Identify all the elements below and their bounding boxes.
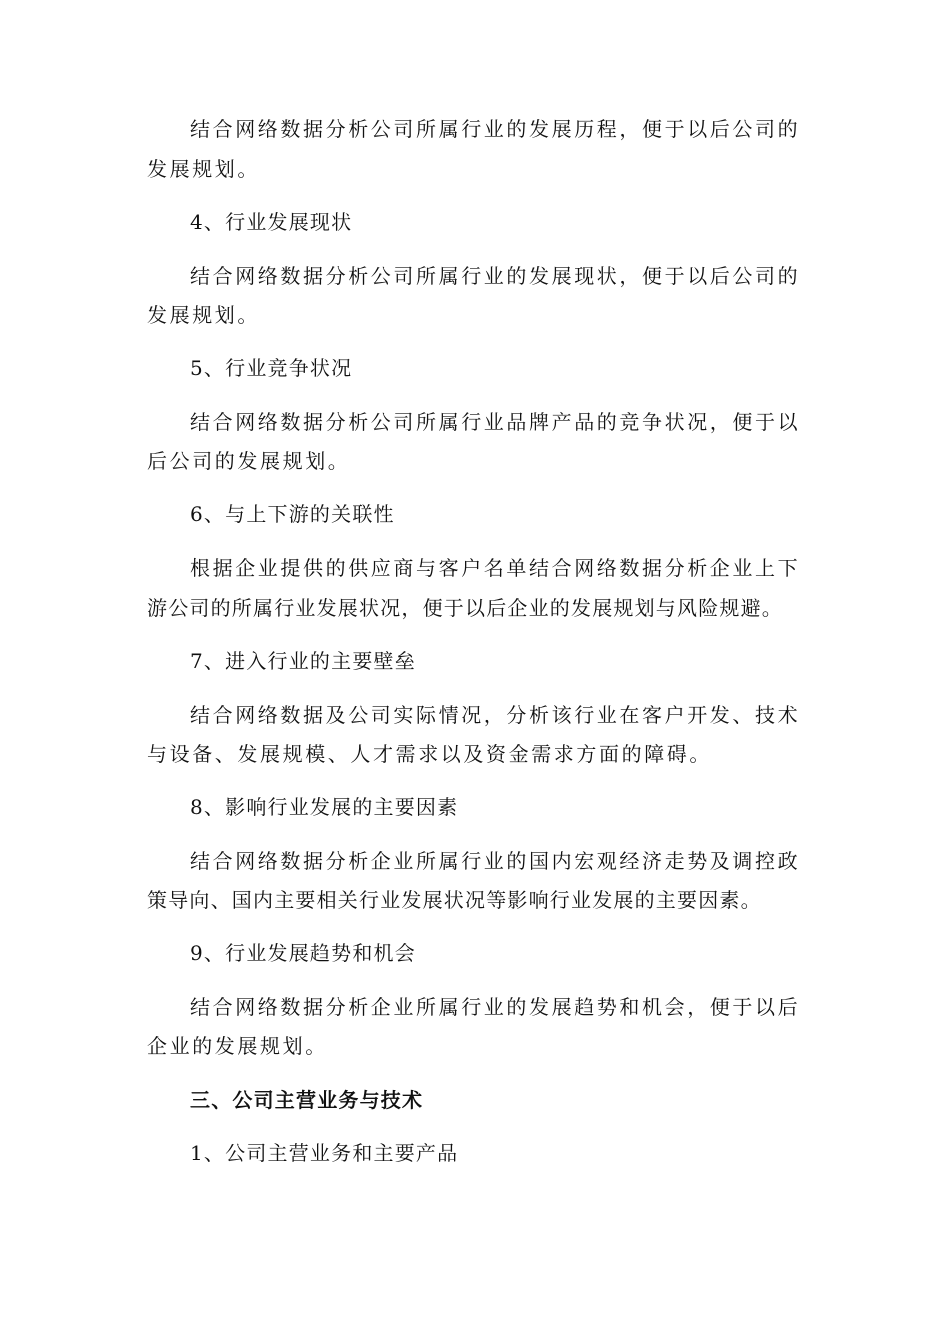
paragraph-line: 策导向、国内主要相关行业发展状况等影响行业发展的主要因素。 (147, 888, 762, 912)
subsection-heading: 5、行业竞争状况 (190, 356, 353, 380)
paragraph-line: 结合网络数据及公司实际情况，分析该行业在客户开发、技术 (190, 703, 801, 727)
paragraph-line: 结合网络数据分析企业所属行业的国内宏观经济走势及调控政 (190, 849, 801, 873)
paragraph-line: 结合网络数据分析企业所属行业的发展趋势和机会，便于以后 (190, 995, 801, 1019)
paragraph-line: 后公司的发展规划。 (147, 449, 351, 473)
paragraph-line: 发展规划。 (147, 157, 260, 181)
subsection-heading: 7、进入行业的主要壁垒 (190, 649, 416, 673)
subsection-heading: 4、行业发展现状 (190, 210, 353, 234)
paragraph-line: 与设备、发展规模、人才需求以及资金需求方面的障碍。 (147, 742, 712, 766)
subsection-heading: 9、行业发展趋势和机会 (190, 941, 416, 965)
paragraph-line: 结合网络数据分析公司所属行业的发展历程，便于以后公司的 (190, 117, 801, 141)
paragraph-line: 企业的发展规划。 (147, 1034, 328, 1058)
paragraph-line: 结合网络数据分析公司所属行业品牌产品的竞争状况，便于以 (190, 410, 801, 434)
paragraph-line: 游公司的所属行业发展状况，便于以后企业的发展规划与风险规避。 (147, 596, 783, 620)
subsection-heading: 6、与上下游的关联性 (190, 502, 395, 526)
paragraph-line: 发展规划。 (147, 303, 260, 327)
subsection-heading: 1、公司主营业务和主要产品 (190, 1141, 459, 1165)
section-heading: 三、公司主营业务与技术 (190, 1088, 424, 1112)
subsection-heading: 8、影响行业发展的主要因素 (190, 795, 459, 819)
paragraph-line: 根据企业提供的供应商与客户名单结合网络数据分析企业上下 (190, 556, 801, 580)
paragraph-line: 结合网络数据分析公司所属行业的发展现状，便于以后公司的 (190, 264, 801, 288)
